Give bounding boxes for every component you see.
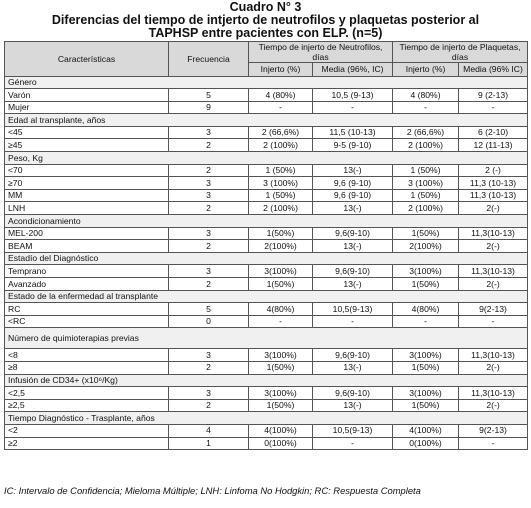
section-row	[5, 215, 528, 228]
neutrofilos-injerto-cell: 1 (50%)	[249, 164, 313, 177]
plaquetas-media-cell: 2(-)	[459, 240, 528, 253]
neutrofilos-injerto-cell: 3(100%)	[249, 349, 313, 362]
frequency-cell: 2	[169, 164, 249, 177]
table-row	[5, 177, 528, 190]
neutrofilos-injerto-cell: 2(100%)	[249, 240, 313, 253]
frequency-cell: 3	[169, 349, 249, 362]
plaquetas-injerto-cell: 1(50%)	[393, 278, 459, 291]
frequency-cell: 4	[169, 424, 249, 437]
category-cell: <2,5	[5, 387, 169, 400]
plaquetas-injerto-cell: 2 (66,6%)	[393, 126, 459, 139]
section-row	[5, 290, 528, 303]
frequency-cell: 2	[169, 240, 249, 253]
table-row	[5, 101, 528, 114]
header-group-plaquetas: Tiempo de injerto de Plaquetas, días	[393, 42, 528, 63]
neutrofilos-media-cell: 9-5 (9-10)	[313, 139, 393, 152]
table-row	[5, 399, 528, 412]
plaquetas-injerto-cell: 1(50%)	[393, 399, 459, 412]
category-cell: ≥45	[5, 139, 169, 152]
plaquetas-media-cell: 2(-)	[459, 399, 528, 412]
neutrofilos-injerto-cell: 4(100%)	[249, 424, 313, 437]
category-cell: LNH	[5, 202, 169, 215]
neutrofilos-injerto-cell: 4(80%)	[249, 303, 313, 316]
plaquetas-media-cell: 2(-)	[459, 278, 528, 291]
neutrofilos-injerto-cell: 3(100%)	[249, 387, 313, 400]
neutrofilos-media-cell: -	[313, 437, 393, 450]
section-label: Tiempo Diagnóstico - Trasplante, años	[5, 412, 528, 425]
category-cell: MM	[5, 189, 169, 202]
table-row	[5, 189, 528, 202]
header-caracteristicas: Características	[5, 42, 169, 77]
section-row	[5, 374, 528, 387]
table-caption-line-2: TAPHSP entre pacientes con ELP. (n=5)	[148, 26, 383, 40]
frequency-cell: 3	[169, 387, 249, 400]
frequency-cell: 5	[169, 303, 249, 316]
results-table	[4, 41, 528, 450]
section-label: Infusión de CD34+ (x10⁶/Kg)	[5, 374, 528, 387]
table-row	[5, 315, 528, 328]
header-neutrofilos-injerto: Injerto (%)	[249, 63, 313, 77]
neutrofilos-media-cell: 9,6 (9-10)	[313, 189, 393, 202]
section-row	[5, 152, 528, 165]
table-row	[5, 424, 528, 437]
header-frecuencia: Frecuencia	[169, 42, 249, 77]
plaquetas-injerto-cell: 3 (100%)	[393, 177, 459, 190]
plaquetas-injerto-cell: 3(100%)	[393, 349, 459, 362]
plaquetas-injerto-cell: 2 (100%)	[393, 202, 459, 215]
plaquetas-media-cell: 11,3(10-13)	[459, 265, 528, 278]
header-plaquetas-injerto: Injerto (%)	[393, 63, 459, 77]
section-label: Género	[5, 76, 528, 89]
plaquetas-injerto-cell: 4(100%)	[393, 424, 459, 437]
section-label: Estado de la enfermedad al transplante	[5, 290, 528, 303]
neutrofilos-injerto-cell: 3(100%)	[249, 265, 313, 278]
category-cell: Avanzado	[5, 278, 169, 291]
table-header	[5, 42, 528, 77]
neutrofilos-injerto-cell: 0(100%)	[249, 437, 313, 450]
frequency-cell: 3	[169, 189, 249, 202]
frequency-cell: 2	[169, 399, 249, 412]
section-row	[5, 76, 528, 89]
neutrofilos-injerto-cell: 1 (50%)	[249, 189, 313, 202]
plaquetas-media-cell: 11,3(10-13)	[459, 387, 528, 400]
table-caption-number: Cuadro N° 3	[229, 0, 302, 14]
table-caption-line-1: Diferencias del tiempo de intjerto de neutrofilos y plaquetas posterior al	[51, 13, 480, 27]
frequency-cell: 3	[169, 126, 249, 139]
plaquetas-injerto-cell: 4 (80%)	[393, 89, 459, 102]
header-plaquetas-media: Media (96% IC)	[459, 63, 528, 77]
section-label: Acondicionamiento	[5, 215, 528, 228]
section-label: Número de quimioterapias previas	[5, 328, 528, 349]
category-cell: Mujer	[5, 101, 169, 114]
plaquetas-media-cell: 2(-)	[459, 361, 528, 374]
neutrofilos-injerto-cell: 1(50%)	[249, 361, 313, 374]
neutrofilos-media-cell: 9,6(9-10)	[313, 227, 393, 240]
frequency-cell: 3	[169, 265, 249, 278]
neutrofilos-injerto-cell: 2 (100%)	[249, 202, 313, 215]
frequency-cell: 2	[169, 139, 249, 152]
neutrofilos-media-cell: -	[313, 101, 393, 114]
plaquetas-injerto-cell: 1 (50%)	[393, 189, 459, 202]
neutrofilos-media-cell: 13(-)	[313, 202, 393, 215]
neutrofilos-media-cell: 13(-)	[313, 240, 393, 253]
plaquetas-injerto-cell: 1(50%)	[393, 361, 459, 374]
category-cell: ≥2	[5, 437, 169, 450]
plaquetas-media-cell: 9 (2-13)	[459, 89, 528, 102]
category-cell: Temprano	[5, 265, 169, 278]
category-cell: MEL-200	[5, 227, 169, 240]
neutrofilos-injerto-cell: 2 (66,6%)	[249, 126, 313, 139]
table-row	[5, 202, 528, 215]
header-group-neutrofilos: Tiempo de injerto de Neutrofilos, días	[249, 42, 393, 63]
neutrofilos-media-cell: 9,6(9-10)	[313, 387, 393, 400]
neutrofilos-injerto-cell: 1(50%)	[249, 399, 313, 412]
neutrofilos-injerto-cell: 1(50%)	[249, 227, 313, 240]
category-cell: BEAM	[5, 240, 169, 253]
table-row	[5, 139, 528, 152]
section-row	[5, 412, 528, 425]
category-cell: <45	[5, 126, 169, 139]
plaquetas-media-cell: 11,3(10-13)	[459, 349, 528, 362]
neutrofilos-injerto-cell: 3 (100%)	[249, 177, 313, 190]
neutrofilos-injerto-cell: -	[249, 315, 313, 328]
frequency-cell: 2	[169, 278, 249, 291]
neutrofilos-injerto-cell: 2 (100%)	[249, 139, 313, 152]
frequency-cell: 2	[169, 361, 249, 374]
section-row	[5, 252, 528, 265]
plaquetas-injerto-cell: -	[393, 315, 459, 328]
frequency-cell: 0	[169, 315, 249, 328]
plaquetas-injerto-cell: 4(80%)	[393, 303, 459, 316]
neutrofilos-media-cell: 13(-)	[313, 164, 393, 177]
header-neutrofilos-media: Media (96%, IC)	[313, 63, 393, 77]
plaquetas-media-cell: 9(2-13)	[459, 303, 528, 316]
table-row	[5, 126, 528, 139]
plaquetas-media-cell: -	[459, 101, 528, 114]
neutrofilos-injerto-cell: 1(50%)	[249, 278, 313, 291]
plaquetas-injerto-cell: 3(100%)	[393, 265, 459, 278]
plaquetas-media-cell: 9(2-13)	[459, 424, 528, 437]
neutrofilos-media-cell: 11,5 (10-13)	[313, 126, 393, 139]
plaquetas-injerto-cell: 2 (100%)	[393, 139, 459, 152]
table-row	[5, 361, 528, 374]
plaquetas-media-cell: -	[459, 315, 528, 328]
section-label: Estadío del Diagnóstico	[5, 252, 528, 265]
category-cell: ≥8	[5, 361, 169, 374]
neutrofilos-injerto-cell: 4 (80%)	[249, 89, 313, 102]
table-row	[5, 164, 528, 177]
neutrofilos-media-cell: 10,5(9-13)	[313, 424, 393, 437]
neutrofilos-media-cell: 9,6 (9-10)	[313, 177, 393, 190]
neutrofilos-media-cell: 9,6(9-10)	[313, 265, 393, 278]
plaquetas-injerto-cell: 0(100%)	[393, 437, 459, 450]
neutrofilos-media-cell: 13(-)	[313, 399, 393, 412]
neutrofilos-media-cell: 13(-)	[313, 278, 393, 291]
table-row	[5, 278, 528, 291]
table-row	[5, 349, 528, 362]
section-row	[5, 328, 528, 349]
category-cell: <8	[5, 349, 169, 362]
category-cell: ≥2,5	[5, 399, 169, 412]
table-row	[5, 227, 528, 240]
plaquetas-media-cell: 2(-)	[459, 202, 528, 215]
plaquetas-media-cell: 11,3 (10-13)	[459, 177, 528, 190]
neutrofilos-media-cell: 9,6(9-10)	[313, 349, 393, 362]
plaquetas-media-cell: 11,3 (10-13)	[459, 189, 528, 202]
category-cell: ≥70	[5, 177, 169, 190]
plaquetas-media-cell: 6 (2-10)	[459, 126, 528, 139]
category-cell: RC	[5, 303, 169, 316]
neutrofilos-injerto-cell: -	[249, 101, 313, 114]
category-cell: Varón	[5, 89, 169, 102]
neutrofilos-media-cell: 10,5(9-13)	[313, 303, 393, 316]
plaquetas-injerto-cell: 3(100%)	[393, 387, 459, 400]
frequency-cell: 9	[169, 101, 249, 114]
section-label: Edad al transplante, años	[5, 114, 528, 127]
neutrofilos-media-cell: -	[313, 315, 393, 328]
frequency-cell: 1	[169, 437, 249, 450]
table-row	[5, 303, 528, 316]
frequency-cell: 3	[169, 227, 249, 240]
neutrofilos-media-cell: 10,5 (9-13)	[313, 89, 393, 102]
section-label: Peso, Kg	[5, 152, 528, 165]
table-row	[5, 265, 528, 278]
footnote: IC: Intervalo de Confidencia; Mieloma Múltiple; LNH: Linfoma No Hodgkin; RC: Respuesta Completa	[4, 485, 421, 496]
table-row	[5, 437, 528, 450]
frequency-cell: 3	[169, 177, 249, 190]
plaquetas-injerto-cell: 2(100%)	[393, 240, 459, 253]
category-cell: <2	[5, 424, 169, 437]
table-row	[5, 387, 528, 400]
table-row	[5, 89, 528, 102]
neutrofilos-media-cell: 13(-)	[313, 361, 393, 374]
category-cell: <RC	[5, 315, 169, 328]
section-row	[5, 114, 528, 127]
plaquetas-media-cell: 11,3(10-13)	[459, 227, 528, 240]
frequency-cell: 5	[169, 89, 249, 102]
plaquetas-media-cell: -	[459, 437, 528, 450]
frequency-cell: 2	[169, 202, 249, 215]
plaquetas-media-cell: 2 (-)	[459, 164, 528, 177]
category-cell: <70	[5, 164, 169, 177]
plaquetas-injerto-cell: -	[393, 101, 459, 114]
table-row	[5, 240, 528, 253]
table-body	[5, 76, 528, 450]
plaquetas-media-cell: 12 (11-13)	[459, 139, 528, 152]
plaquetas-injerto-cell: 1(50%)	[393, 227, 459, 240]
plaquetas-injerto-cell: 1 (50%)	[393, 164, 459, 177]
